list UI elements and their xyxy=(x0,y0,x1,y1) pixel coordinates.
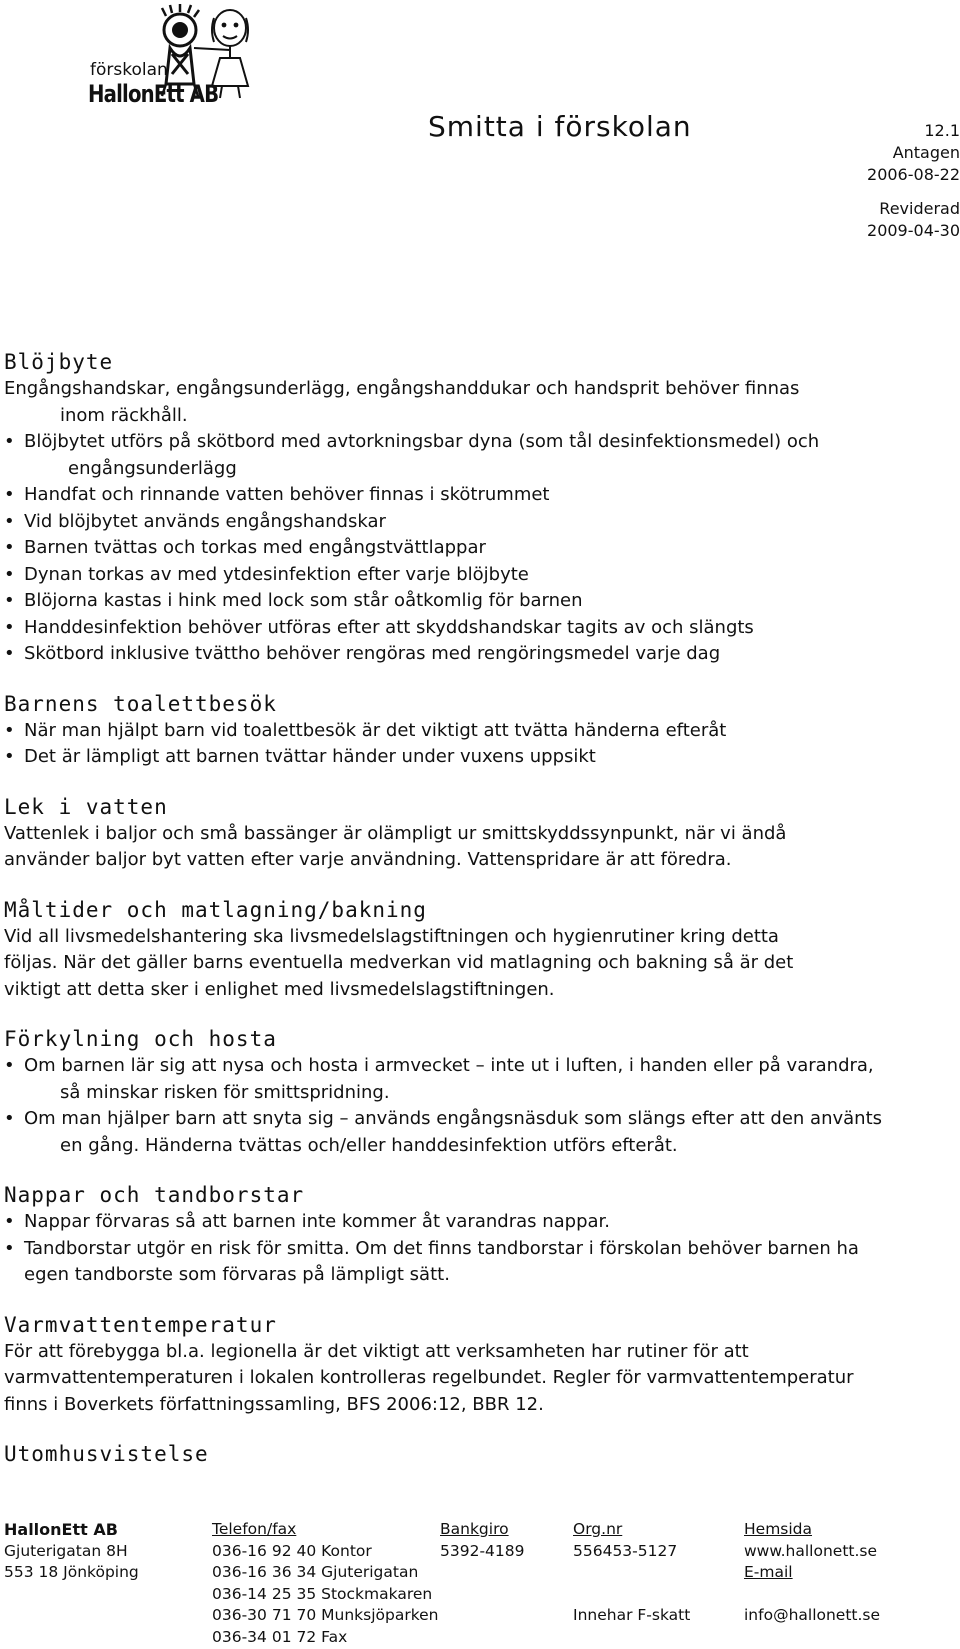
section-meals xyxy=(4,896,949,1004)
list-item-text: Om man hjälper barn att snyta sig – används engångsnäsduk som slängs efter att den använts xyxy=(24,1108,883,1129)
paragraph-line: Vid all livsmedelshantering ska livsmedelslagstiftningen och hygienrutiner kring detta xyxy=(4,925,779,947)
paragraph-line: följas. När det gäller barns eventuella medverkan vid matlagning och bakning så är det xyxy=(4,952,794,973)
org-value: 556453-5127 xyxy=(573,1541,678,1560)
paragraph-line: varmvattentemperaturen i lokalen kontrolleras regelbundet. Regler för varmvattentemperatur xyxy=(4,1367,854,1388)
list-item xyxy=(4,1236,949,1289)
document-meta xyxy=(810,120,960,242)
footer-phone xyxy=(212,1519,438,1648)
list-item: • Blöjorna kastas i hink med lock som står oåtkomlig för barnen xyxy=(4,588,949,615)
list-item-text: en gång. Händerna tvättas och/eller handdesinfektion utförs efteråt. xyxy=(60,1134,678,1156)
paragraph-line: använder baljor byt vatten efter varje användning. Vattenspridare är att föredra. xyxy=(4,849,732,870)
paragraph-line: inom räckhåll. xyxy=(60,404,188,426)
footer-web xyxy=(744,1519,880,1627)
footer-bank xyxy=(440,1519,525,1562)
list-item: • Vid blöjbytet används engångshandskar xyxy=(4,509,949,536)
document-body xyxy=(4,348,949,1490)
phone-line: 036-16 36 34 Gjuterigatan xyxy=(212,1563,419,1581)
revised-date: 2009-04-30 xyxy=(867,221,960,240)
paragraph-line: finns i Boverkets författningssamling, BFS 2006:12, BBR 12. xyxy=(4,1393,544,1415)
section-heading: Varmvattentemperatur xyxy=(4,1312,277,1337)
list-item-text: Blöjbytet utförs på skötbord med avtorkningsbar dyna (som tål desinfektionsmedel) och xyxy=(24,431,820,452)
list-item: • Skötbord inklusive tvättho behöver rengöras med rengöringsmedel varje dag xyxy=(4,641,949,668)
footer-company xyxy=(4,1519,139,1584)
section-toilet xyxy=(4,690,949,771)
paragraph-line: Engångshandskar, engångsunderlägg, engångshanddukar och handsprit behöver finnas xyxy=(4,378,800,399)
section-heading: Barnens toalettbesök xyxy=(4,691,277,716)
section-colds xyxy=(4,1025,949,1159)
page-title: Smitta i förskolan xyxy=(428,110,692,143)
phone-label: Telefon/fax xyxy=(212,1520,297,1538)
footer-org xyxy=(573,1519,690,1627)
section-heading: Utomhusvistelse xyxy=(4,1442,209,1466)
list-item: • Barnen tvättas och torkas med engångstvättlappar xyxy=(4,535,949,562)
tax-status: Innehar F-skatt xyxy=(573,1606,691,1624)
list-item xyxy=(4,1053,949,1106)
email-label: E-mail xyxy=(744,1563,793,1581)
section-heading: Nappar och tandborstar xyxy=(4,1183,305,1207)
paragraph-line: Vattenlek i baljor och små bassänger är olämpligt ur smittskyddssynpunkt, när vi ändå xyxy=(4,822,787,844)
section-pacifiers xyxy=(4,1181,949,1289)
section-hot-water xyxy=(4,1311,949,1419)
company-city: 553 18 Jönköping xyxy=(4,1563,139,1581)
list-item: • Handdesinfektion behöver utföras efter att skyddshandskar tagits av och slängts xyxy=(4,615,949,642)
phone-line: 036-16 92 40 Kontor xyxy=(212,1541,372,1560)
list-item-text: engångsunderlägg xyxy=(68,457,237,479)
website-link[interactable]: www.hallonett.se xyxy=(744,1541,878,1560)
section-heading: Förkylning och hosta xyxy=(4,1027,277,1051)
web-label: Hemsida xyxy=(744,1520,813,1538)
org-label: Org.nr xyxy=(573,1520,623,1538)
revised-label: Reviderad xyxy=(879,199,960,218)
logo-text-company: HallonEtt AB xyxy=(88,80,219,108)
list-item xyxy=(4,429,949,482)
paragraph-line: För att förebygga bl.a. legionella är det viktigt att verksamheten har rutiner för att xyxy=(4,1340,749,1362)
phone-line: 036-14 25 35 Stockmakaren xyxy=(212,1584,433,1603)
email-link[interactable]: info@hallonett.se xyxy=(744,1606,881,1624)
list-item xyxy=(4,1106,949,1159)
bullet-list xyxy=(4,718,949,771)
phone-line: 036-30 71 70 Munksjöparken xyxy=(212,1606,439,1624)
bank-label: Bankgiro xyxy=(440,1520,509,1538)
phone-line: 036-34 01 72 Fax xyxy=(212,1627,348,1646)
company-name: HallonEtt AB xyxy=(4,1520,118,1539)
list-item-text: så minskar risken för smittspridning. xyxy=(60,1081,390,1103)
list-item: • Det är lämpligt att barnen tvättar händer under vuxens uppsikt xyxy=(4,744,949,771)
doc-number: 12.1 xyxy=(924,121,960,140)
section-outdoor xyxy=(4,1440,949,1468)
list-item: • Handfat och rinnande vatten behöver finnas i skötrummet xyxy=(4,482,949,509)
bullet-list xyxy=(4,1209,949,1289)
list-item-text: egen tandborste som förvaras på lämpligt sätt. xyxy=(24,1264,450,1285)
logo-text-forskolan: förskolan xyxy=(90,60,168,80)
section-heading: Blöjbyte xyxy=(4,350,114,374)
paragraph-line: viktigt att detta sker i enlighet med livsmedelslagstiftningen. xyxy=(4,978,555,1000)
list-item: • Nappar förvaras så att barnen inte kommer åt varandras nappar. xyxy=(4,1209,949,1236)
section-diapering xyxy=(4,348,949,668)
adopted-label: Antagen xyxy=(892,143,960,162)
adopted-date: 2006-08-22 xyxy=(867,165,960,184)
section-heading: Måltider och matlagning/bakning xyxy=(4,897,427,922)
bullet-list xyxy=(4,1053,949,1159)
section-heading: Lek i vatten xyxy=(4,794,168,819)
list-item-text: Om barnen lär sig att nysa och hosta i armvecket – inte ut i luften, i handen eller på varandra, xyxy=(24,1055,874,1076)
section-water-play xyxy=(4,793,949,874)
bullet-list xyxy=(4,429,949,668)
company-street: Gjuterigatan 8H xyxy=(4,1541,128,1560)
list-item: • Dynan torkas av med ytdesinfektion efter varje blöjbyte xyxy=(4,562,949,589)
bank-value: 5392-4189 xyxy=(440,1541,525,1560)
company-logo xyxy=(82,4,322,116)
list-item: • När man hjälpt barn vid toalettbesök är det viktigt att tvätta händerna efteråt xyxy=(4,718,949,745)
list-item-text: Tandborstar utgör en risk för smitta. Om det finns tandborstar i förskolan behöver barnen ha xyxy=(24,1237,859,1259)
